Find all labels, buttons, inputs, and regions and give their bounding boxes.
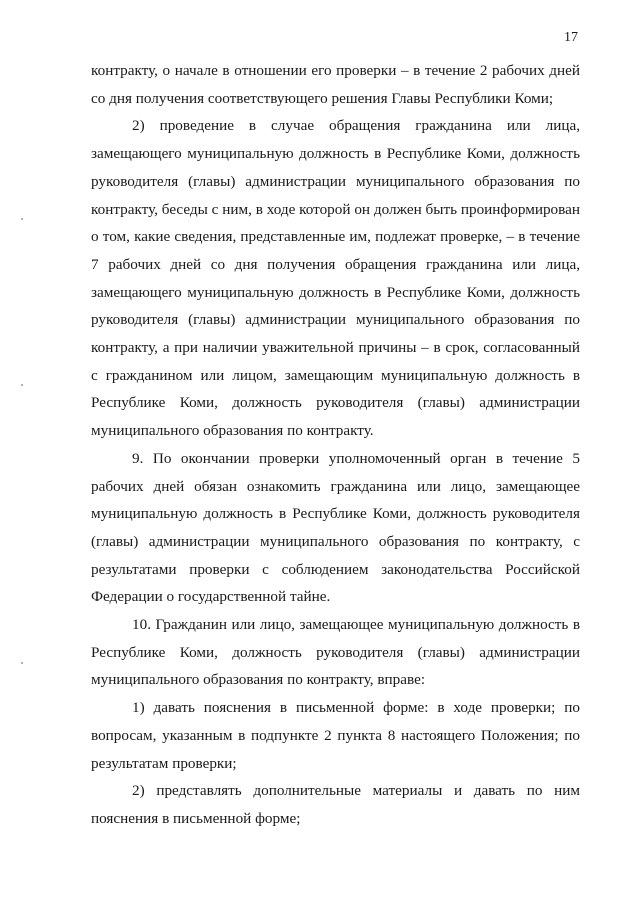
paragraph-item-2-materials: 2) представлять дополнительные материалы и давать по ним пояснения в письменной форме; (91, 782, 580, 827)
paragraph-clause-9: 9. По окончании проверки уполномоченный орган в течение 5 рабочих дней обязан ознакомить гражданина или лицо, замещающее муниципальную должность в Республике Коми, должность руководителя (главы) администрации муниципального образования по контракту, с результатами проверки с соблюдением законодательства Российской Федерации о государственной тайне. (91, 449, 580, 606)
scan-speck (21, 218, 23, 220)
scan-speck (21, 384, 23, 386)
page-number: 17 (564, 30, 578, 45)
paragraph-item-1-explanations: 1) давать пояснения в письменной форме: в ходе проверки; по вопросам, указанным в подпункте 2 пункта 8 настоящего Положения; по результатам проверки; (91, 699, 580, 772)
paragraph-continuation: контракту, о начале в отношении его проверки – в течение 2 рабочих дней со дня получения соответствующего решения Главы Республики Коми; (91, 62, 580, 107)
paragraph-item-2-interview: 2) проведение в случае обращения гражданина или лица, замещающего муниципальную должность в Республике Коми, должность руководителя (главы) администрации муниципального образования по контракту, беседы с ним, в ходе которой он должен быть проинформирован о том, какие сведения, представленные им, подлежат проверке, – в течение 7 рабочих дней со дня получения обращения гражданина или лица, замещающего муниципальную должность в Республике Коми, должность руководителя (главы) администрации муниципального образования по контракту, а при наличии уважительной причины – в срок, согласованный с гражданином или лицом, замещающим муниципальную должность в Республике Коми, должность руководителя (главы) администрации муниципального образования по контракту. (91, 117, 580, 440)
scan-speck (21, 662, 23, 664)
document-body (91, 57, 580, 833)
paragraph-clause-10: 10. Гражданин или лицо, замещающее муниципальную должность в Республике Коми, должность руководителя (главы) администрации муниципального образования по контракту, вправе: (91, 616, 580, 689)
